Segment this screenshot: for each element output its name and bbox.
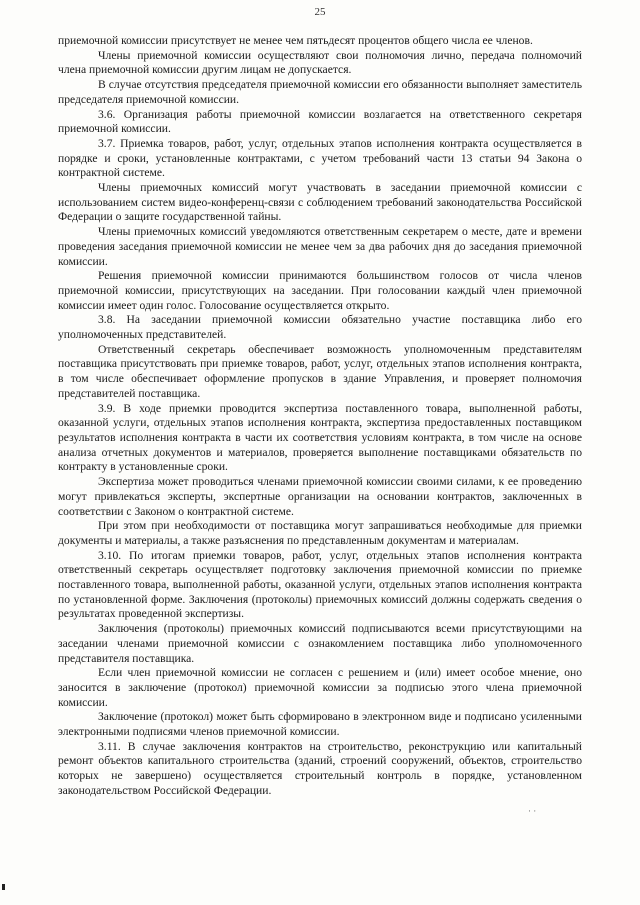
paragraph: Экспертиза может проводиться членами приемочной комиссии своими силами, к ее проведению могут привлекаться эксперты, экспертные организации на основании контрактов, заключенных в соответствии с Законом о контрактной системе. xyxy=(58,475,582,518)
scan-mark xyxy=(2,884,5,890)
paragraph: При этом при необходимости от поставщика могут запрашиваться необходимые для приемки документы и материалы, а также разъяснения по представленным документам и материалам. xyxy=(58,519,582,547)
paragraph: 3.6. Организация работы приемочной комиссии возлагается на ответственного секретаря приемочной комиссии. xyxy=(58,107,582,136)
paragraph: Решения приемочной комиссии принимаются большинством голосов от числа членов приемочной комиссии, присутствующих на заседании. При голосовании каждый член приемочной комиссии имеет один голос. Голосование осуществляется открыто. xyxy=(58,269,582,312)
paragraph: 3.10. По итогам приемки товаров, работ, услуг, отдельных этапов исполнения контракта ответственный секретарь осуществляет подготовку заключения приемочной комиссии по приемке поставленного товара, выполненной работы, оказанной услуги, отдельных этапов исполнения контракта по установленной форме. Заключения (протоколы) приемочных комиссий должны содержать сведения о результатах проведенной экспертизы. xyxy=(58,548,582,621)
paragraph: В случае отсутствия председателя приемочной комиссии его обязанности выполняет заместитель председателя приемочной комиссии. xyxy=(58,78,582,106)
paragraph: 3.11. В случае заключения контрактов на строительство, реконструкцию или капитальный ремонт объектов капитального строительства (зданий, строений сооружений, объектов, строительство которых не завершено) осуществляется строительный контроль в порядке, установленном законодательством Российской Федерации. xyxy=(58,739,582,797)
paragraph: 3.8. На заседании приемочной комиссии обязательно участие поставщика либо его уполномоченных представителей. xyxy=(58,313,582,342)
paragraph: 3.9. В ходе приемки проводится экспертиза поставленного товара, выполненной работы, оказанной услуги, отдельных этапов исполнения контракта, экспертиза предоставленных поставщиком результатов исполнения контракта в части их соответствия условиям контракта, в том числе на основе анализа отчетных документов и материалов, проверяется выполнение поставщиками обязательств по контракту в установленные сроки. xyxy=(58,401,582,474)
page-number: 25 xyxy=(314,6,326,18)
paragraph: Члены приемочной комиссии осуществляют свои полномочия лично, передача полномочий члена приемочной комиссии другим лицам не допускается. xyxy=(58,48,582,77)
paragraph: Ответственный секретарь обеспечивает возможность уполномоченным представителям поставщика присутствовать при приемке товаров, работ, услуг, отдельных этапов исполнения контракта, в том числе обеспечивает оформление пропусков в здание Управления, и проверяет полномочия представителей поставщика. xyxy=(58,342,582,400)
paragraph: 3.7. Приемка товаров, работ, услуг, отдельных этапов исполнения контракта осуществляется в порядке и сроки, установленные контрактами, с учетом требований части 13 статьи 94 Закона о контрактной системе. xyxy=(58,136,582,180)
paragraph: Заключение (протокол) может быть сформировано в электронном виде и подписано усиленными электронными подписями членов приемочной комиссии. xyxy=(58,710,582,739)
paragraph: Члены приемочных комиссий уведомляются ответственным секретарем о месте, дате и времени проведения заседания приемочной комиссии не менее чем за два рабочих дня до заседания приемочной комиссии. xyxy=(58,225,582,268)
paragraph: Заключения (протоколы) приемочных комиссий подписываются всеми присутствующими на заседании членами приемочной комиссии с ознакомлением поставщика либо уполномоченного представителя поставщика. xyxy=(58,622,582,665)
scan-speck: · · xyxy=(528,806,537,816)
document-body xyxy=(58,34,582,799)
paragraph: приемочной комиссии присутствует не менее чем пятьдесят процентов общего числа ее членов. xyxy=(58,34,533,47)
paragraph: Члены приемочных комиссий могут участвовать в заседании приемочной комиссии с использованием систем видео-конференц-связи с соблюдением требований законодательства Российской Федерации о защите государственной тайны. xyxy=(58,181,582,224)
paragraph: Если член приемочной комиссии не согласен с решением и (или) имеет особое мнение, оно заносится в заключение (протокол) приемочной комиссии за подписью этого члена приемочной комиссии. xyxy=(58,666,582,709)
